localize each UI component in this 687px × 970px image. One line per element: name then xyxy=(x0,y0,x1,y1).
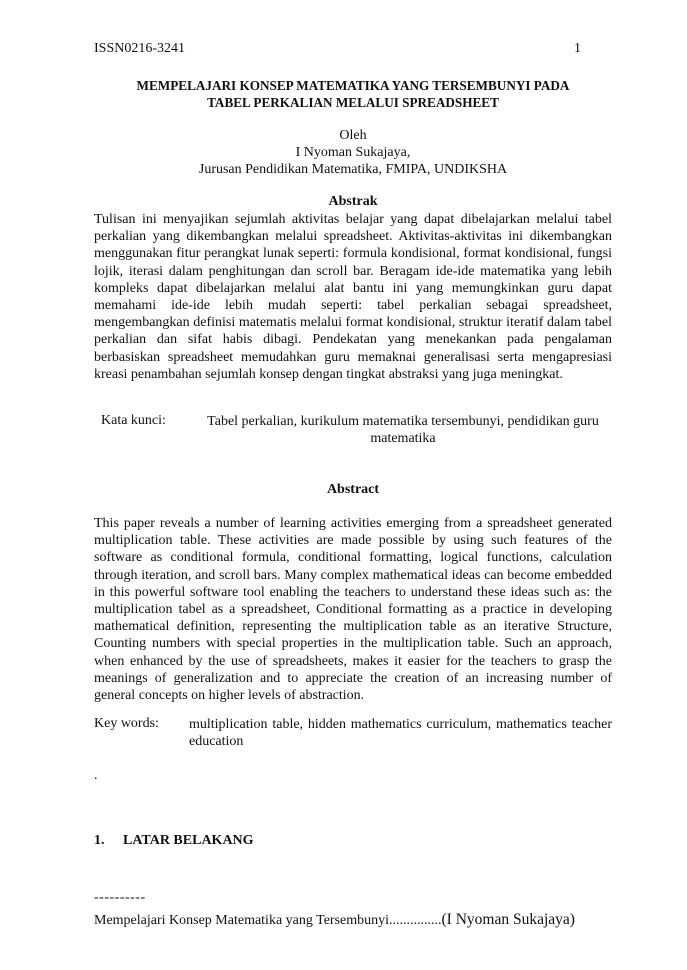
kata-kunci-label: Kata kunci: xyxy=(101,413,166,428)
stray-dot: . xyxy=(94,768,98,783)
abstrak-heading: Abstrak xyxy=(328,194,378,209)
kata-kunci-text: Tabel perkalian, kurikulum matematika tersembunyi, pendidikan guru matematika xyxy=(207,414,599,447)
abstrak-text: Tulisan ini menyajikan sejumlah aktivitas belajar yang dapat dibelajarkan melalui tabel perkalian yang dikembangkan melalui spreadsheet. Aktivitas-aktivitas ini dikembangkan menggunakan fitur perangkat lunak seperti: formula kondisional, format kondisional, fungsi lojik, iterasi dalam penghitungan dan scroll bar. Beragam ide-ide matematika yang lebih kompleks dapat dibelajarkan melalui alat bantu ini yang memungkinkan guru dapat memahami ide-ide lebih mudah seperti: tabel perkalian sebagai spreadsheet, mengembangkan definisi matematis melalui format kondisional, struktur iteratif dalam tabel perkalian dan sifat habis dibagi. Pendekatan yang menekankan pada pengalaman berbasiskan spreadsheet memudahkan guru memaknai generalisasi serta mengapresiasi kreasi penambahan sejumlah konsep dengan tingkat abstraksi yang juga meningkat. xyxy=(94,212,612,382)
footnote-rule: ---------- xyxy=(94,890,146,905)
title-line-2: TABEL PERKALIAN MELALUI SPREADSHEET xyxy=(207,95,499,110)
abstract-heading: Abstract xyxy=(326,482,380,497)
running-author: (I Nyoman Sukajaya) xyxy=(441,911,575,928)
section-title: LATAR BELAKANG xyxy=(123,833,254,848)
section-heading xyxy=(94,833,254,849)
title-line-1: MEMPELAJARI KONSEP MATEMATIKA YANG TERSEMBUNYI PADA xyxy=(136,78,570,93)
issn-header: ISSN0216-3241 xyxy=(94,41,186,56)
abstract-text: This paper reveals a number of learning activities emerging from a spreadsheet generated multiplication table. These activities are made possible by using such features of the software as conditional formula, conditional formatting, logical functions, calculation through iteration, and scroll bars. Many complex mathematical ideas can become embedded in this powerful software tool enabling the teachers to understand these ideas such as: the multiplication tabel as a spreadsheet, Conditional formatting as a practice in developing mathematical definition, representing the multiplication table as an iterative Structure, Counting numbers with special properties in the multiplication table. Such an approach, when enhanced by the use of spreadsheets, makes it easier for the teachers to grasp the meanings of generalization and to appreciate the creation of an increasing number of general concepts on higher levels of abstraction. xyxy=(94,516,612,704)
section-number: 1. xyxy=(94,833,105,848)
key-words-text: multiplication table, hidden mathematics curriculum, mathematics teacher education xyxy=(189,717,612,750)
running-title: Mempelajari Konsep Matematika yang Tersembunyi............... xyxy=(94,913,442,928)
author-name: I Nyoman Sukajaya, xyxy=(295,145,411,160)
running-footer xyxy=(94,911,575,929)
author-affiliation: Jurusan Pendidikan Matematika, FMIPA, UNDIKSHA xyxy=(198,162,508,177)
author-by: Oleh xyxy=(339,128,367,143)
key-words-label: Key words: xyxy=(94,716,159,731)
page-number: 1 xyxy=(574,41,581,56)
paper-title xyxy=(94,77,612,111)
author-block xyxy=(94,127,612,178)
